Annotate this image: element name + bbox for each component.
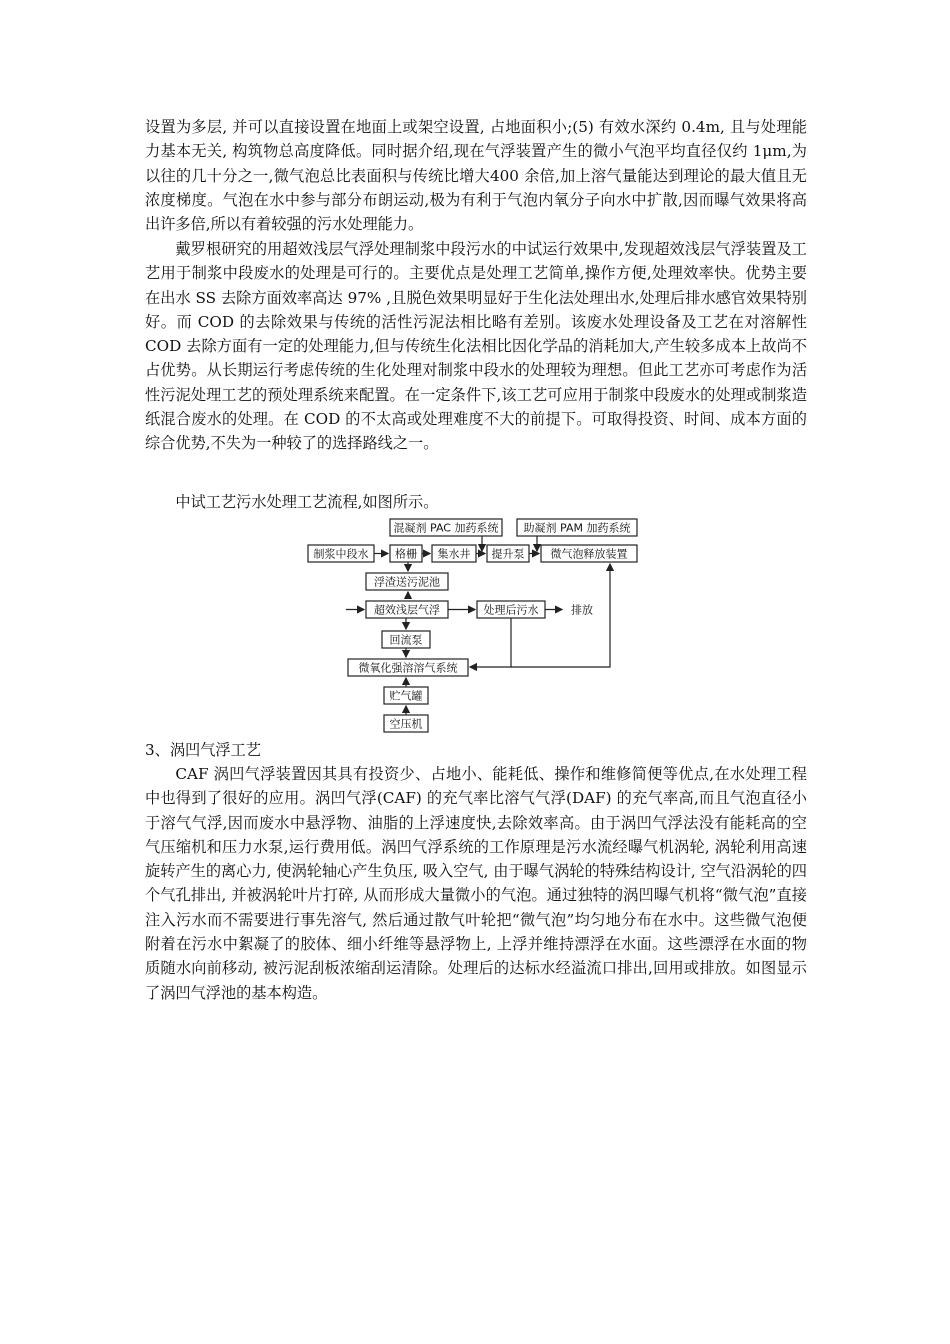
reflux-label: 回流泵 <box>389 633 423 647</box>
sludge-label: 浮渣送污泥池 <box>374 575 440 589</box>
process-flowchart <box>300 515 645 737</box>
pac-label: 混凝剂 PAC 加药系统 <box>393 521 499 535</box>
release-label: 微气泡释放装置 <box>550 547 628 561</box>
tank-label: 贮气罐 <box>389 689 423 703</box>
compressor-label: 空压机 <box>389 717 423 731</box>
source-label: 制浆中段水 <box>313 547 369 561</box>
paragraph-4-block <box>145 762 807 1005</box>
discharge-label: 排放 <box>571 603 593 617</box>
paragraph-4: CAF 涡凹气浮装置因其具有投资少、占地小、能耗低、操作和维修简便等优点,在水处理工程中也得到了很好的应用。涡凹气浮(CAF) 的充气率比溶气气浮(DAF) 的充气率高,而且气泡直径小于溶气气浮,因而废水中悬浮物、油脂的上浮速度快,去除效率高。由于涡凹气浮法没有能耗高的空气压缩机和压力水泵,运行费用低。涡凹气浮系统的工作原理是污水流经曝气机涡轮, 涡轮利用高速旋转产生的离心力, 使涡轮轴心产生负压, 吸入空气, 由于曝气涡轮的特殊结构设计, 空气沿涡轮的四个气孔排出, 并被涡轮叶片打碎, 从而形成大量微小的气泡。通过独特的涡凹曝气机将“微气泡”直接注入污水而不需要进行事先溶气, 然后通过散气叶轮把“微气泡”均匀地分布在水中。这些微气泡便附着在污水中絮凝了的胶体、细小纤维等悬浮物上, 上浮并维持漂浮在水面。这些漂浮在水面的物质随水向前移动, 被污泥刮板浓缩刮运清除。处理后的达标水经溢流口排出,回用或排放。如图显示了涡凹气浮池的基本构造。 <box>145 765 807 1002</box>
paragraph-1: 设置为多层, 并可以直接设置在地面上或架空设置, 占地面积小;(5) 有效水深约 0.4m, 且与处理能力基本无关, 构筑物总高度降低。同时据介绍,现在气浮装置产生的微小气泡平均直径仅约 1μm,为以往的几十分之一,微气泡总比表面积与传统比增大400 余倍,加上溶气量能达到理论的最大值且无浓度梯度。气泡在水中参与部分布朗运动,极为有利于气泡内氧分子向水中扩散,因而曝气效果将高出许多倍,所以有着较强的污水处理能力。 <box>145 118 807 234</box>
paragraph-1-block <box>145 115 807 236</box>
paragraph-2-block <box>145 237 807 456</box>
flotation-label: 超效浅层气浮 <box>374 603 440 617</box>
dissolve-label: 微氧化强溶溶气系统 <box>358 661 458 675</box>
paragraph-2: 戴罗根研究的用超效浅层气浮处理制浆中段污水的中试运行效果中,发现超效浅层气浮装置及工艺用于制浆中段废水的处理是可行的。主要优点是处理工艺简单,操作方便,处理效率快。优势主要在出水 SS 去除方面效率高达 97% ,且脱色效果明显好于生化法处理出水,处理后排水感官效果特别好。而 COD 的去除效果与传统的活性污泥法相比略有差别。该废水处理设备及工艺在对溶解性 COD 去除方面有一定的处理能力,但与传统生化法相比因化学品的消耗加大,产生较多成本上故尚不占优势。从长期运行考虑传统的生化处理对制浆中段水的处理较为理想。但此工艺亦可考虑作为活性污泥处理工艺的预处理系统来配置。在一定条件下,该工艺可应用于制浆中段废水的处理或制浆造纸混合废水的处理。在 COD 的不太高或处理难度不大的前提下。可取得投资、时间、成本方面的综合优势,不失为一种较了的选择路线之一。 <box>145 240 807 453</box>
paragraph-3: 中试工艺污水处理工艺流程,如图所示。 <box>175 493 439 511</box>
section-heading: 3、涡凹气浮工艺 <box>145 741 261 759</box>
treated-label: 处理后污水 <box>483 603 539 617</box>
pam-label: 助凝剂 PAM 加药系统 <box>523 521 631 535</box>
grid-label: 格栅 <box>395 547 417 561</box>
well-label: 集水井 <box>437 547 471 561</box>
pump-label: 提升泵 <box>491 547 525 561</box>
paragraph-3-block <box>145 490 807 514</box>
